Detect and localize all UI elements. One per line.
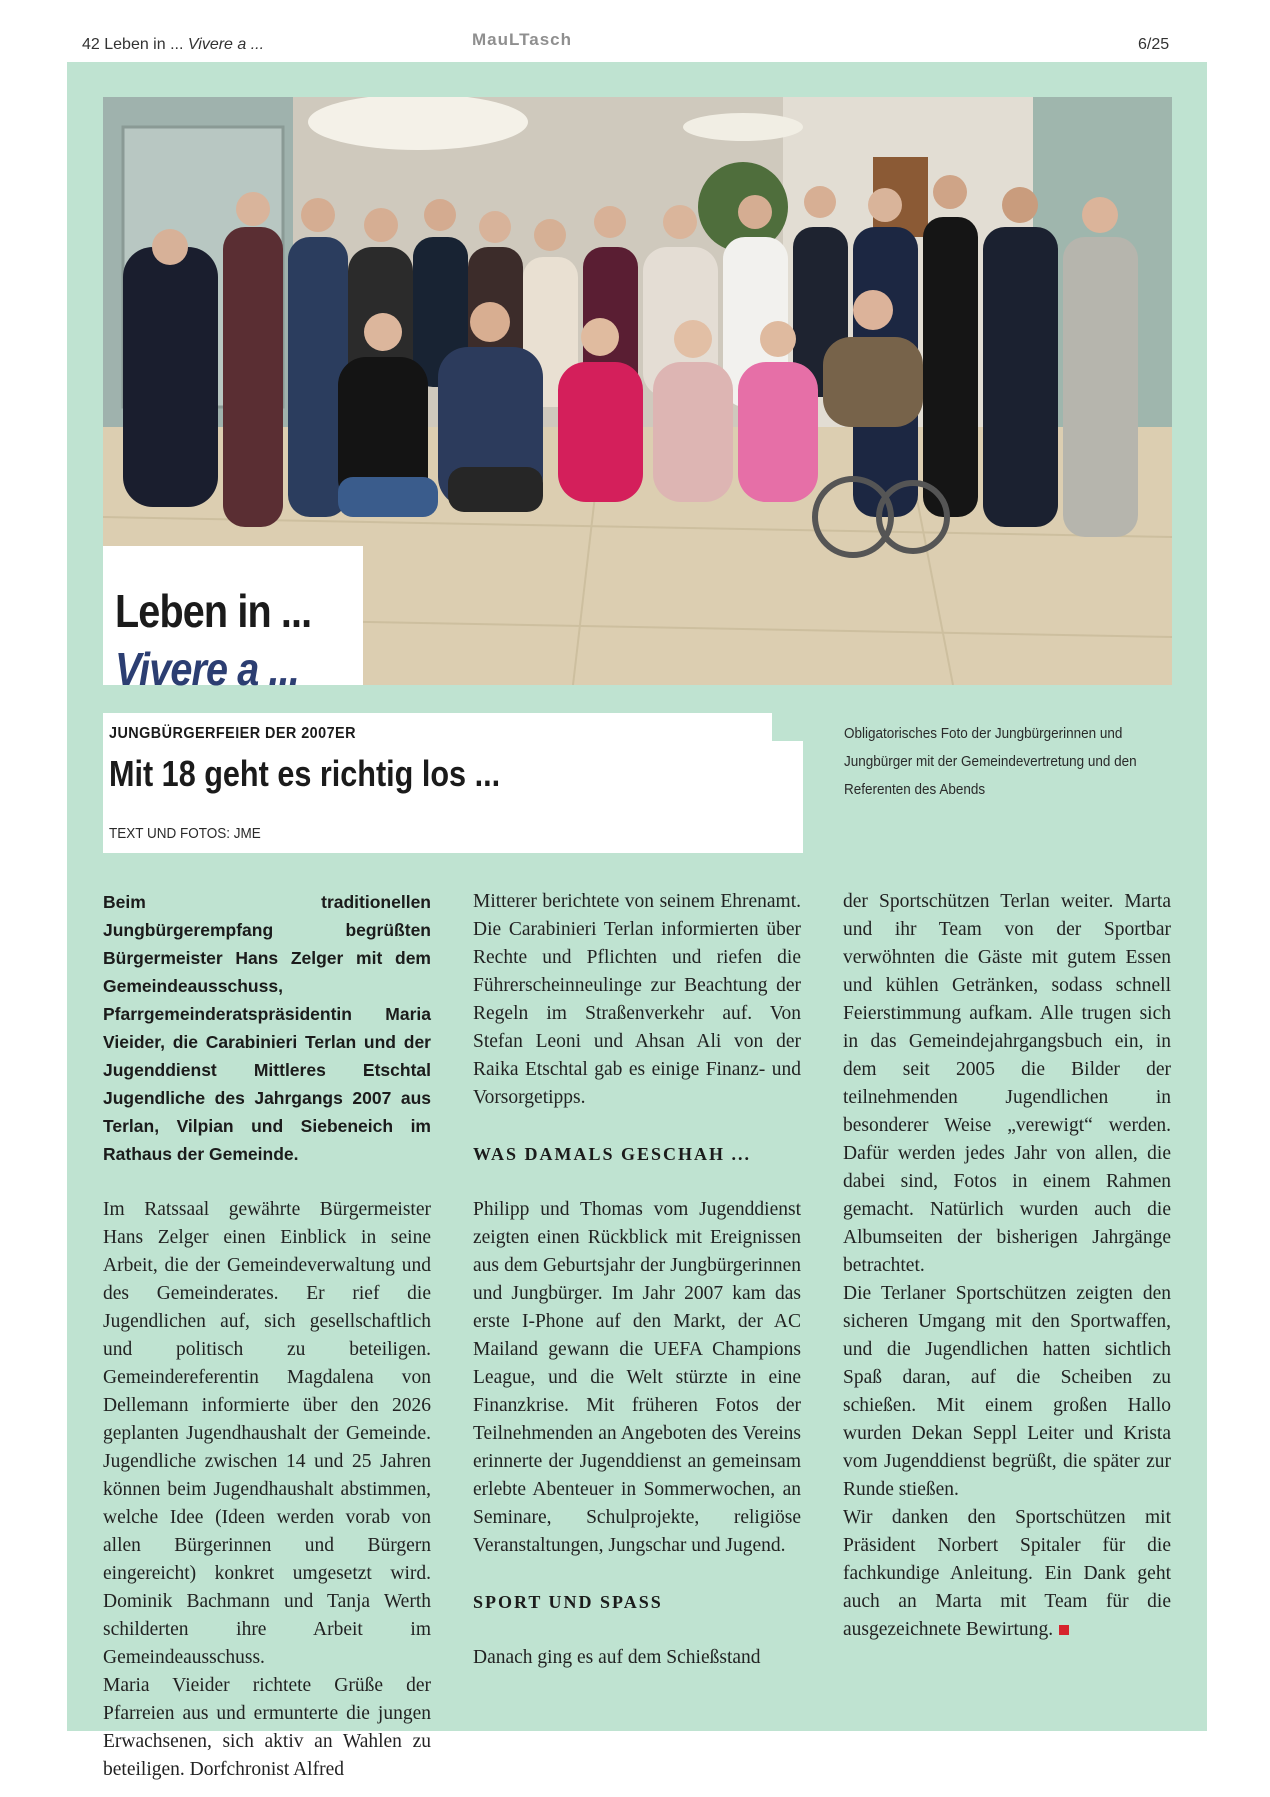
section-title-german: Leben in ... xyxy=(115,585,312,637)
issue-number: 6/25 xyxy=(1138,36,1170,53)
subheading-sport-und-spass: SPORT UND SPASS xyxy=(473,1592,663,1612)
photo-caption-line: Obligatorisches Foto der Jungbürgerinnen und xyxy=(844,725,1123,742)
article-paragraph: der Sportschützen Terlan weiter. Marta und ihr Team von der Sportbar verwöhnten die Gäste mit gutem Essen und kühlen Getränken, sodass schnell Feierstimmung aufkam. Alle trugen sich in das Gemeindejahrgangsbuch ein, in dem seit 2005 die Bilder der teilnehmenden Jugendlichen in besonderer Weise „verewigt“ werden. Dafür werden jedes Jahr von allen, die dabei sind, Fotos in einem Rahmen gemacht. Natürlich wurden auch die Albumseiten der bisherigen Jahrgänge betrachtet. xyxy=(843,891,1171,1276)
photo-caption-line: Jungbürger mit der Gemeindevertretung und den xyxy=(844,753,1137,770)
section-title-box xyxy=(103,546,363,695)
section-label-german: 42 Leben in ... xyxy=(82,36,184,53)
end-mark-icon xyxy=(1059,1625,1069,1635)
article-column-1 xyxy=(103,888,431,1784)
article-paragraph: Danach ging es auf dem Schießstand xyxy=(473,1647,761,1668)
headline-box-notch xyxy=(772,713,803,741)
page-header xyxy=(0,0,1270,62)
article-closing-text: Wir danken den Sportschützen mit Präsident Norbert Spitaler für die fachkundige Anleitung. Ein Dank geht auch an Marta mit Team für die ausgezeichnete Bewirtung. xyxy=(843,1507,1171,1640)
photo-caption xyxy=(844,720,1174,804)
photo-caption-line: Referenten des Abends xyxy=(844,781,986,798)
article-paragraph: Maria Vieider richtete Grüße der Pfarreien aus und ermunterte die jungen Erwachsenen, sich aktiv an Wahlen zu beteiligen. Dorfchronist Alfred xyxy=(103,1675,431,1780)
article-lead: Beim traditionellen Jungbürgerempfang begrüßten Bürgermeister Hans Zelger mit dem Gemeindeausschuss, Pfarrgemeinderatspräsidentin Maria Vieider, die Carabinieri Terlan und der Jugenddienst Mittleres Etschtal Jugendliche des Jahrgangs 2007 aus Terlan, Vilpian und Siebeneich im Rathaus der Gemeinde. xyxy=(103,892,431,1164)
article-paragraph: Die Terlaner Sportschützen zeigten den sicheren Umgang mit den Sportwaffen, und die Jugendlichen hatten sichtlich Spaß daran, auf die Scheiben zu schießen. Mit einem großen Hallo wurden Dekan Seppl Leiter und Krista vom Jugenddienst begrüßt, die später zur Runde stießen. xyxy=(843,1283,1171,1500)
magazine-name: MauLTasch xyxy=(472,30,572,49)
article-credit: TEXT UND FOTOS: JME xyxy=(109,825,261,842)
article-kicker: JUNGBÜRGERFEIER DER 2007ER xyxy=(109,725,356,742)
section-title-italian: Vivere a ... xyxy=(115,643,299,695)
article-paragraph: Im Ratssaal gewährte Bürgermeister Hans Zelger einen Einblick in seine Arbeit, die der Gemeindeverwaltung und des Gemeinderates. Er rief die Jugendlichen auf, sich gesellschaftlich und politisch zu beteiligen. Gemeindereferentin Magdalena von Dellemann informierte über den 2026 geplanten Jugendhaushalt der Gemeinde. Jugendliche zwischen 14 und 25 Jahren können beim Jugendhaushalt abstimmen, welche Idee (Ideen werden vorab von allen Bürgerinnen und Bürgern eingereicht) konkret umgesetzt wird. Dominik Bachmann und Tanja Werth schilderten ihre Arbeit im Gemeindeausschuss. xyxy=(103,1199,431,1668)
article-headline-box xyxy=(103,713,803,853)
article-paragraph xyxy=(843,1504,1171,1644)
article-column-3 xyxy=(843,888,1171,1644)
article-paragraph: Mitterer berichtete von seinem Ehrenamt. Die Carabinieri Terlan informierten über Rechte und Pflichten und riefen die Führerscheinneulinge zur Beachtung der Regeln im Straßenverkehr auf. Von Stefan Leoni und Ahsan Ali von der Raika Etschtal gab es einige Finanz- und Vorsorgetipps. xyxy=(473,891,801,1108)
article-headline: Mit 18 geht es richtig los ... xyxy=(109,753,501,794)
article-column-2 xyxy=(473,888,801,1672)
subheading-was-damals: WAS DAMALS GESCHAH ... xyxy=(473,1144,752,1164)
article-paragraph: Philipp und Thomas vom Jugenddienst zeigten einen Rückblick mit Ereignissen aus dem Geburtsjahr der Jungbürgerinnen und Jungbürger. Im Jahr 2007 kam das erste I-Phone auf den Markt, der AC Mailand gewann die UEFA Champions League, und die Welt stürzte in eine Finanzkrise. Mit früheren Fotos der Teilnehmenden an Angeboten des Vereins erinnerte der Jugenddienst an gemeinsam erlebte Abenteuer in Sommerwochen, an Seminare, Schulprojekte, religiöse Veranstaltungen, Jungschar und Jugend. xyxy=(473,1199,801,1556)
section-label xyxy=(82,36,264,54)
section-label-italian: Vivere a ... xyxy=(187,36,265,53)
